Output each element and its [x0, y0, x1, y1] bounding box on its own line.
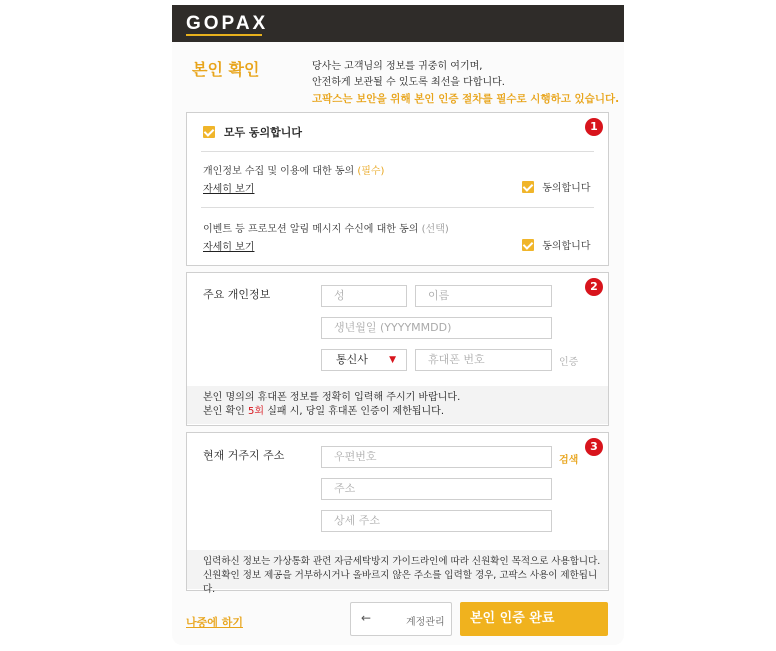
address-search-button[interactable]: 검색	[559, 455, 579, 466]
personal-info-section	[186, 272, 609, 426]
agree-all-row[interactable]	[203, 124, 302, 140]
personal-note-line-2	[203, 405, 608, 419]
carrier-select[interactable]	[321, 349, 407, 371]
address-title: 현재 거주지 주소	[203, 449, 285, 462]
account-management-button[interactable]	[350, 602, 452, 636]
address-input[interactable]: 주소	[321, 478, 552, 500]
personal-note-prefix: 본인 확인	[203, 406, 248, 417]
personal-info-title: 주요 개인정보	[203, 288, 271, 301]
last-name-input[interactable]: 성	[321, 285, 407, 307]
privacy-agree-checkbox[interactable]	[522, 181, 534, 193]
agree-all-checkbox[interactable]	[203, 126, 215, 138]
page-title: 본인 확인	[192, 60, 260, 79]
agree-all-label: 모두 동의합니다	[223, 126, 303, 139]
intro-line-3: 고팍스는 보안을 위해 본인 인증 절차를 필수로 시행하고 있습니다.	[312, 93, 620, 105]
verify-button[interactable]: 인증	[559, 357, 579, 368]
account-management-label: 계정관리	[406, 617, 445, 628]
later-link[interactable]: 나중에 하기	[186, 616, 243, 629]
address-note-line-2: 신원확인 정보 제공을 거부하시거나 올바르지 않은 주소를 입력할 경우, 고팍스 사용이 제한됩니다.	[203, 570, 598, 595]
carrier-select-value: 통신사	[336, 353, 368, 366]
top-bar	[172, 5, 624, 42]
step-badge-1: 1	[585, 118, 603, 136]
back-arrow-icon: ←	[361, 611, 372, 625]
intro-line-1: 당사는 고객님의 정보를 귀중히 여기며,	[312, 61, 483, 72]
divider	[201, 151, 594, 152]
agreement-item-privacy	[203, 162, 384, 177]
personal-info-note	[187, 386, 608, 424]
agreement-privacy-text: 개인정보 수집 및 이용에 대한 동의	[203, 166, 355, 177]
complete-verification-button[interactable]: 본인 인증 완료	[460, 602, 608, 636]
address-note-line-1: 입력하신 정보는 가상통화 관련 자금세탁방지 가이드라인에 따라 신원확인 목적으로 사용합니다.	[203, 556, 601, 567]
failure-count: 5회	[248, 406, 265, 417]
promotion-detail-link[interactable]: 자세히 보기	[203, 242, 255, 253]
personal-note-line-1: 본인 명의의 휴대폰 정보를 정확히 입력해 주시기 바랍니다.	[203, 392, 461, 403]
first-name-input[interactable]: 이름	[415, 285, 552, 307]
promotion-agree-row[interactable]	[522, 237, 591, 252]
privacy-agree-label: 동의합니다	[542, 183, 591, 194]
agreement-section	[186, 112, 609, 266]
agreement-promotion-text: 이벤트 등 프로모션 알림 메시지 수신에 대한 동의	[203, 224, 419, 235]
promotion-agree-checkbox[interactable]	[522, 239, 534, 251]
agreement-item-promotion	[203, 220, 449, 235]
privacy-detail-link[interactable]: 자세히 보기	[203, 184, 255, 195]
address-note	[187, 550, 608, 595]
agreement-promotion-tag: (선택)	[421, 224, 449, 235]
address-section	[186, 432, 609, 595]
dropdown-arrow-icon: ▼	[389, 355, 396, 365]
verification-card	[172, 5, 624, 645]
personal-note-suffix: 실패 시, 당일 휴대폰 인증이 제한됩니다.	[264, 406, 445, 417]
logo-underline	[186, 34, 262, 36]
intro-line-2: 안전하게 보관될 수 있도록 최선을 다합니다.	[312, 77, 505, 88]
step-badge-2: 2	[585, 278, 603, 296]
birthdate-input[interactable]: 생년월일 (YYYYMMDD)	[321, 317, 552, 339]
phone-input[interactable]: 휴대폰 번호	[415, 349, 552, 371]
divider	[201, 207, 594, 208]
agreement-privacy-tag: (필수)	[357, 166, 385, 177]
address-detail-input[interactable]: 상세 주소	[321, 510, 552, 532]
step-badge-3: 3	[585, 438, 603, 456]
promotion-agree-label: 동의합니다	[542, 241, 591, 252]
intro-text	[312, 59, 619, 107]
privacy-agree-row[interactable]	[522, 179, 591, 194]
gopax-logo[interactable]: GOPAX	[186, 13, 269, 34]
zipcode-input[interactable]: 우편번호	[321, 446, 552, 468]
